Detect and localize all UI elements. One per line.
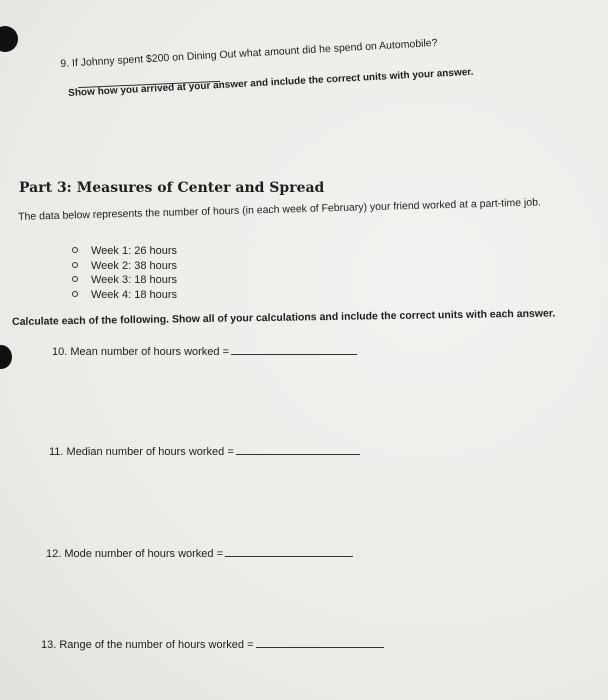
hollow-bullet-icon [72,247,78,253]
list-item: Week 4: 18 hours [72,288,177,303]
question-10-answer-line [231,345,357,355]
question-11-answer-line [236,445,360,455]
question-10-mean [52,345,357,358]
question-9-text: 9. If Johnny spent $200 on Dining Out what amount did he spend on Automobile? [60,36,438,70]
hollow-bullet-icon [72,276,78,282]
question-12-label: 12. Mode number of hours worked = [46,548,224,560]
question-10-label: 10. Mean number of hours worked = [52,346,230,358]
question-12-mode [46,547,353,560]
part-3-intro: The data below represents the number of hours (in each week of February) your friend worked at a part-time job. [18,196,542,223]
calculation-instruction: Calculate each of the following. Show all of your calculations and include the correct units with each answer. [12,307,556,328]
list-item: Week 3: 18 hours [72,273,177,288]
question-11-median [49,445,360,458]
question-13-range [41,638,384,651]
list-item: Week 1: 26 hours [72,244,177,259]
hollow-bullet-icon [72,291,78,297]
question-13-answer-line [256,638,384,648]
weekly-hours-list [72,244,177,302]
question-13-label: 13. Range of the number of hours worked = [41,639,254,651]
part-3-heading: Part 3: Measures of Center and Spread [19,180,325,196]
question-11-label: 11. Median number of hours worked = [49,446,234,458]
question-9-instruction: Show how you arrived at your answer and include the correct units with your answer. [68,66,474,99]
hollow-bullet-icon [72,262,78,268]
question-12-answer-line [225,547,353,557]
list-item: Week 2: 38 hours [72,259,177,274]
